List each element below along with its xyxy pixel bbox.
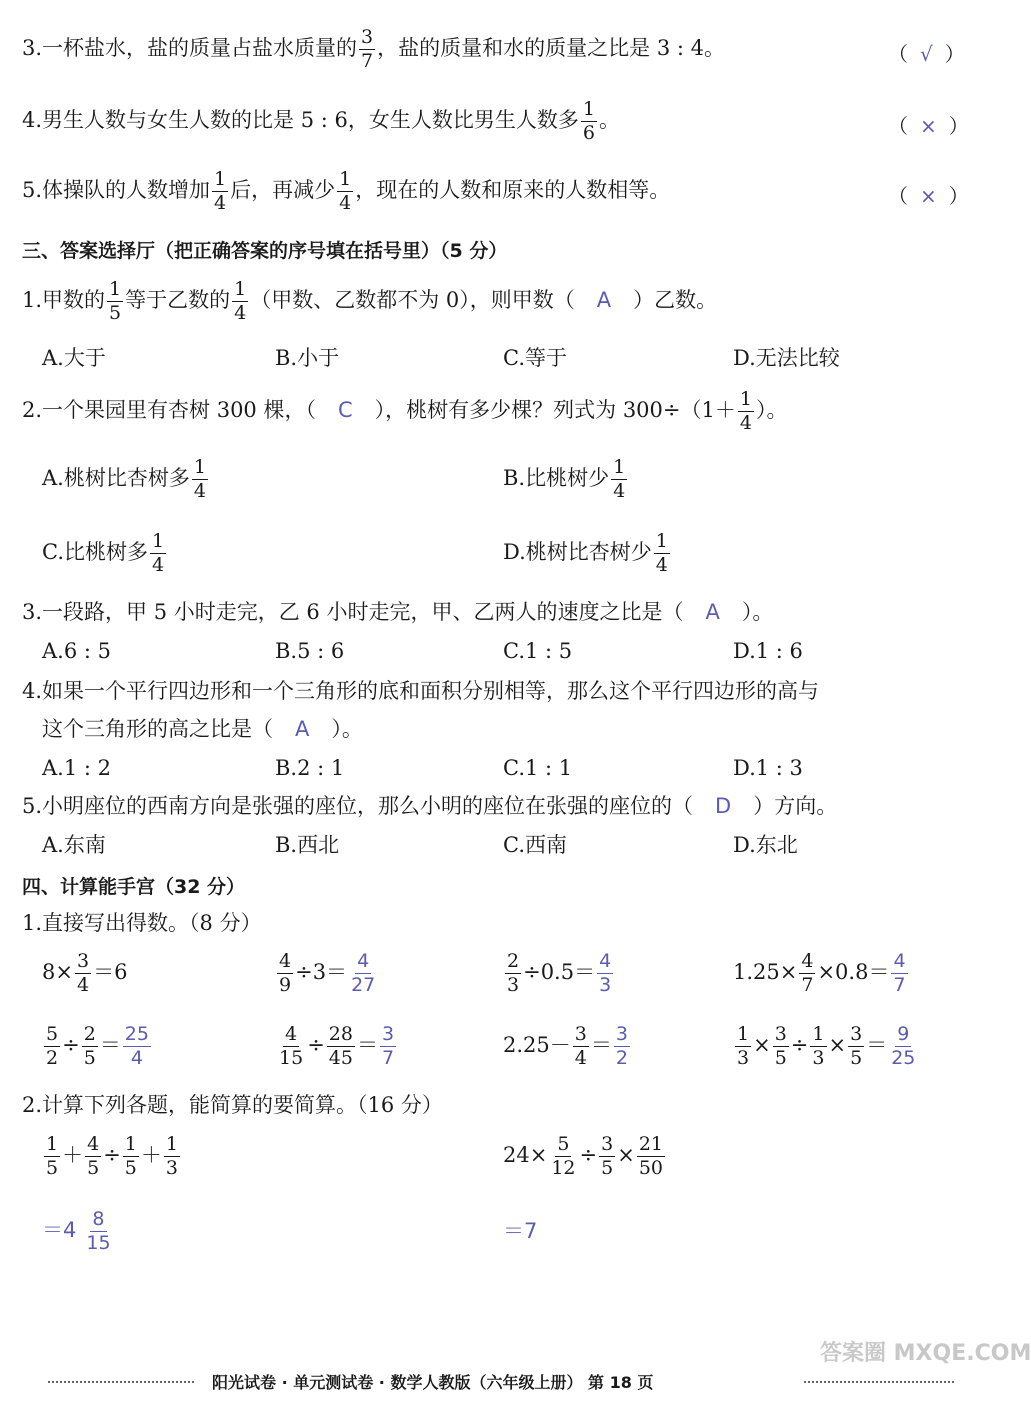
fraction: $\frac{1}{4}$ [739,388,752,434]
calc-problem-2: 24× $\frac{5}{12}$ ÷ $\frac{3}{5}$ × $\frac{21}{50}$ [503,1133,664,1179]
fraction: $\frac{1}{3}$ [165,1133,178,1179]
option-b: B.西北 [275,833,340,857]
option-d: D.1 : 6 [733,639,803,663]
calc-2-3: 2.25－ $\frac{3}{4}$ ＝ $\frac{3}{2}$ [503,1023,628,1069]
fraction: $\frac{3}{4}$ [574,1023,587,1069]
option-d: D.东北 [733,833,798,857]
option-a: A.东南 [42,833,106,857]
answer: C [337,398,353,422]
fraction: $\frac{1}{4}$ [193,456,206,502]
calc-problem-2-result: ＝7 [503,1219,538,1243]
judge-item-3: 3.一杯盐水，盐的质量占盐水质量的 $\frac{3}{7}$ ，盐的质量和水的质量之比是 3 : 4。 [22,26,725,72]
footer-divider-right [804,1381,954,1383]
answer-fraction: $\frac{8}{15}$ [86,1208,111,1254]
answer: A [705,600,720,624]
choice-q2: 2.一个果园里有杏树 300 棵，（ C ），桃树有多少棵？列式为 300÷（1＋ $\frac{1}{4}$ ）。 [22,388,788,434]
option-b: B.小于 [275,346,340,370]
judge-answer-5: （ × ） [888,184,969,208]
judge-answer-3: （ √ ） [888,42,965,66]
fraction: $\frac{1}{3}$ [737,1023,750,1069]
answer-fraction: $\frac{4}{3}$ [599,950,612,996]
fraction: $\frac{1}{4}$ [613,456,626,502]
answer-fraction: $\frac{9}{25}$ [891,1023,916,1069]
section-4-title: 四、计算能手宫（32 分） [22,876,246,898]
fraction: $\frac{2}{5}$ [83,1023,96,1069]
fraction: $\frac{4}{15}$ [279,1023,304,1069]
fraction: $\frac{2}{3}$ [507,950,520,996]
fraction: $\frac{4}{7}$ [801,950,814,996]
fraction: $\frac{1}{6}$ [582,98,595,144]
option-c: C.1 : 1 [503,756,573,780]
fraction: $\frac{1}{3}$ [812,1023,825,1069]
judge-item-4: 4.男生人数与女生人数的比是 5 : 6，女生人数比男生人数多 $\frac{1}{6}$ 。 [22,98,620,144]
subsection-1-title: 1.直接写出得数。（8 分） [22,911,262,935]
calc-1-3: $\frac{2}{3}$ ÷0.5＝ $\frac{4}{3}$ [507,950,612,996]
option-a: A.6 : 5 [42,639,111,663]
option-d: D.桃树比杏树少 $\frac{1}{4}$ [503,530,668,576]
calc-1-4: 1.25× $\frac{4}{7}$ ×0.8＝ $\frac{4}{7}$ [733,950,906,996]
fraction: $\frac{28}{45}$ [328,1023,353,1069]
fraction: $\frac{3}{5}$ [601,1133,614,1179]
choice-q4-line1: 4.如果一个平行四边形和一个三角形的底和面积分别相等，那么这个平行四边形的高与 [22,679,820,703]
calc-2-4: $\frac{1}{3}$ × $\frac{3}{5}$ ÷ $\frac{1}{3}$ × $\frac{3}{5}$ ＝ $\frac{9}{25}$ [737,1023,916,1069]
fraction: $\frac{1}{5}$ [109,278,122,324]
fraction: $\frac{3}{7}$ [361,26,374,72]
option-d: D.无法比较 [733,346,840,370]
fraction: $\frac{3}{4}$ [76,950,90,996]
option-a: A.大于 [42,346,106,370]
fraction: $\frac{5}{2}$ [46,1023,59,1069]
calc-problem-1-result: ＝4 $\frac{8}{15}$ [42,1208,111,1254]
choice-q4-line2: 这个三角形的高之比是（ A ）。 [42,717,363,741]
option-c: C.1 : 5 [503,639,573,663]
option-b: B.比桃树少 $\frac{1}{4}$ [503,456,626,502]
option-c: C.比桃树多 $\frac{1}{4}$ [42,530,165,576]
answer-fraction: $\frac{4}{7}$ [893,950,906,996]
fraction: $\frac{1}{4}$ [234,278,247,324]
option-b: B.5 : 6 [275,639,345,663]
watermark: 答案圈 MXQE.COM [820,1341,1031,1366]
judge-item-5: 5.体操队的人数增加 $\frac{1}{4}$ 后，再减少 $\frac{1}{4}$ ，现在的人数和原来的人数相等。 [22,168,671,214]
calc-1-2: $\frac{4}{9}$ ÷3＝ $\frac{4}{27}$ [279,950,376,996]
fraction: $\frac{1}{4}$ [152,530,165,576]
section-3-title: 三、答案选择厅（把正确答案的序号填在括号里）（5 分） [22,240,508,262]
calc-2-2: $\frac{4}{15}$ ÷ $\frac{28}{45}$ ＝ $\frac{3}{7}$ [279,1023,395,1069]
answer-fraction: $\frac{3}{2}$ [615,1023,628,1069]
calc-problem-1: $\frac{1}{5}$ ＋ $\frac{4}{5}$ ÷ $\frac{1}{5}$ ＋ $\frac{1}{3}$ [46,1133,178,1179]
subsection-2-title: 2.计算下列各题，能简算的要简算。（16 分） [22,1093,443,1117]
choice-q5: 5.小明座位的西南方向是张强的座位，那么小明的座位在张强的座位的（ D ）方向。 [22,794,838,818]
choice-q3: 3.一段路，甲 5 小时走完，乙 6 小时走完，甲、乙两人的速度之比是（ A ）。 [22,600,774,624]
fraction: $\frac{1}{5}$ [46,1133,59,1179]
option-a: A.桃树比杏树多 $\frac{1}{4}$ [42,456,206,502]
answer: A [596,288,612,312]
fraction: $\frac{21}{50}$ [638,1133,664,1179]
option-c: C.等于 [503,346,567,370]
choice-q1: 1.甲数的 $\frac{1}{5}$ 等于乙数的 $\frac{1}{4}$ （甲数、乙数都不为 0），则甲数（ A ）乙数。 [22,278,718,324]
option-a: A.1 : 2 [42,756,111,780]
fraction: $\frac{4}{9}$ [279,950,292,996]
option-d: D.1 : 3 [733,756,803,780]
option-b: B.2 : 1 [275,756,345,780]
calc-1-1: 8× $\frac{3}{4}$ ＝6 [42,950,128,996]
footer-divider-left [48,1381,194,1383]
fraction: $\frac{1}{4}$ [214,168,227,214]
fraction: $\frac{3}{5}$ [774,1023,787,1069]
fraction: $\frac{3}{5}$ [850,1023,863,1069]
fraction: $\frac{4}{5}$ [87,1133,100,1179]
answer: D [715,794,732,818]
fraction: $\frac{5}{12}$ [551,1133,576,1179]
fraction: $\frac{1}{4}$ [655,530,668,576]
fraction: $\frac{1}{4}$ [339,168,352,214]
footer-text: 阳光试卷 · 单元测试卷 · 数学人教版（六年级上册） 第 18 页 [212,1373,654,1392]
answer-fraction: $\frac{3}{7}$ [381,1023,395,1069]
option-c: C.西南 [503,833,567,857]
calc-2-1: $\frac{5}{2}$ ÷ $\frac{2}{5}$ ＝ $\frac{25}{4}$ [46,1023,149,1069]
answer: A [295,717,310,741]
answer-fraction: $\frac{25}{4}$ [124,1023,149,1069]
fraction: $\frac{1}{5}$ [124,1133,137,1179]
judge-answer-4: （ × ） [888,114,969,138]
answer-fraction: $\frac{4}{27}$ [351,950,376,996]
